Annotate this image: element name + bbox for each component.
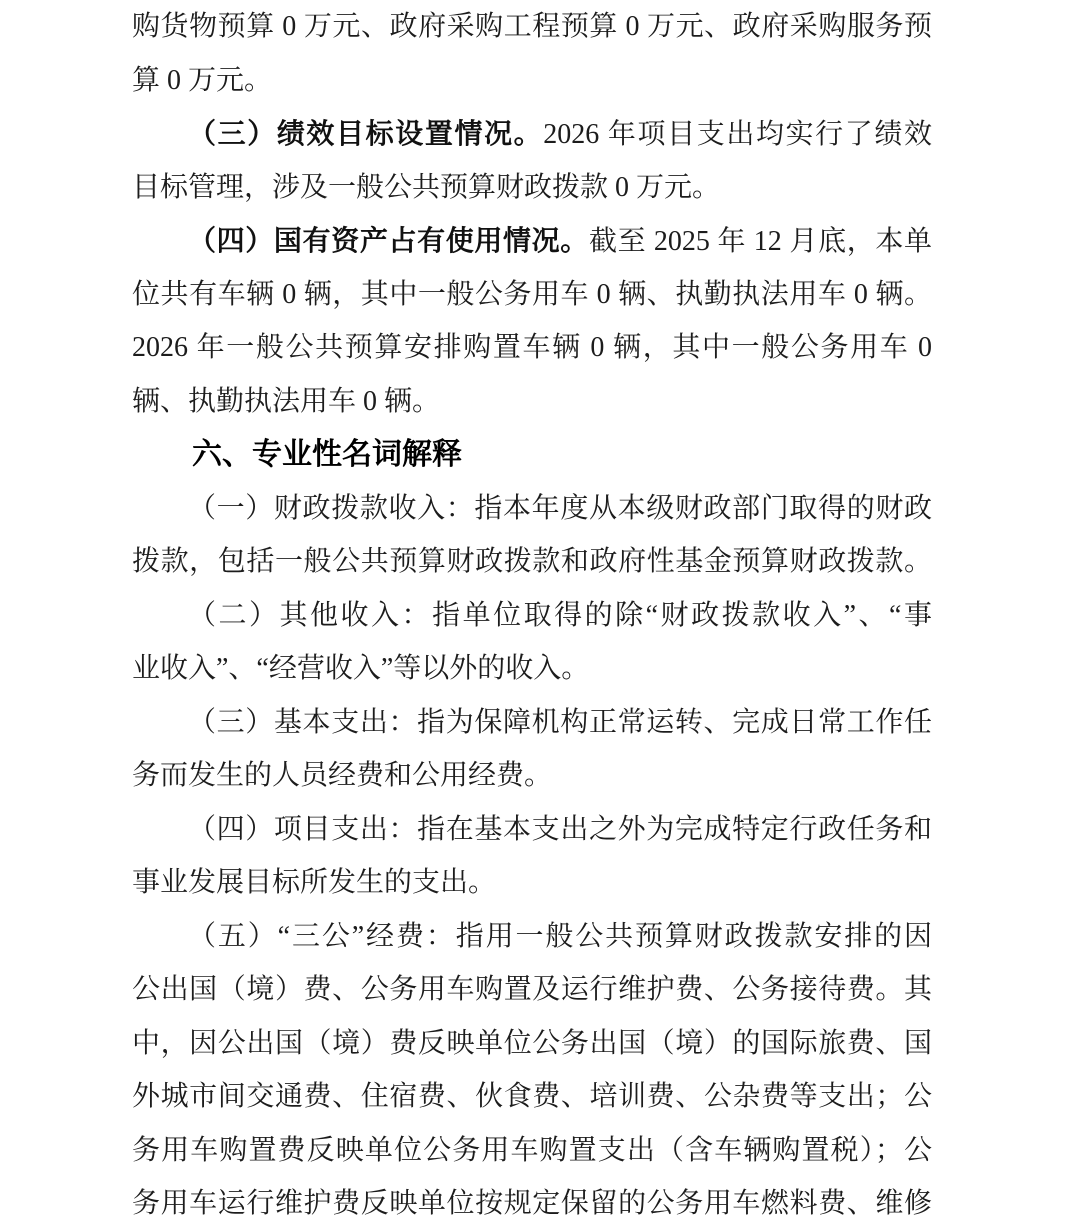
text-line bbox=[132, 1177, 932, 1231]
text-line bbox=[132, 856, 932, 910]
line-text: （五）“三公”经费：指用一般公共预算财政拨款安排的因 bbox=[188, 920, 932, 952]
line-text: 业收入”、“经营收入”等以外的收入。 bbox=[132, 653, 590, 685]
line-text: 辆、执勤执法用车 0 辆。 bbox=[132, 385, 441, 417]
text-line bbox=[132, 589, 932, 643]
text-line bbox=[132, 963, 932, 1017]
document-text-block bbox=[132, 0, 932, 1231]
section-heading bbox=[132, 428, 932, 482]
line-text: （一）财政拨款收入：指本年度从本级财政部门取得的财政 bbox=[188, 492, 932, 524]
line-text: 公出国（境）费、公务用车购置及运行维护费、公务接待费。其 bbox=[132, 974, 932, 1006]
line-text: 2026 年一般公共预算安排购置车辆 0 辆，其中一般公务用车 0 bbox=[132, 332, 932, 364]
text-line bbox=[132, 482, 932, 536]
subheading-bold-text: （三）绩效目标设置情况。 bbox=[188, 118, 544, 150]
section-heading-text: 六、专业性名词解释 bbox=[192, 438, 462, 472]
text-line bbox=[132, 535, 932, 589]
text-line bbox=[132, 107, 932, 161]
line-text: （二）其他收入：指单位取得的除“财政拨款收入”、“事 bbox=[188, 599, 932, 631]
line-text: 事业发展目标所发生的支出。 bbox=[132, 867, 497, 899]
text-line bbox=[132, 0, 932, 54]
text-line bbox=[132, 696, 932, 750]
text-line bbox=[132, 803, 932, 857]
text-line bbox=[132, 910, 932, 964]
text-line bbox=[132, 1070, 932, 1124]
line-text: 位共有车辆 0 辆，其中一般公务用车 0 辆、执勤执法用车 0 辆。 bbox=[132, 278, 932, 310]
line-text: 务而发生的人员经费和公用经费。 bbox=[132, 760, 553, 792]
line-text: 算 0 万元。 bbox=[132, 64, 273, 96]
text-line bbox=[132, 1017, 932, 1071]
line-text: 购货物预算 0 万元、政府采购工程预算 0 万元、政府采购服务预 bbox=[132, 11, 932, 42]
text-line bbox=[132, 375, 932, 429]
text-line bbox=[132, 1124, 932, 1178]
line-text: 截至 2025 年 12 月底，本单 bbox=[588, 226, 932, 258]
subheading-bold-text: （四）国有资产占有使用情况。 bbox=[188, 225, 589, 257]
line-text: 目标管理，涉及一般公共预算财政拨款 0 万元。 bbox=[132, 171, 721, 203]
line-text: 务用车购置费反映单位公务用车购置支出（含车辆购置税）；公 bbox=[132, 1134, 932, 1166]
text-line bbox=[132, 214, 932, 268]
text-line bbox=[132, 749, 932, 803]
line-text: 外城市间交通费、住宿费、伙食费、培训费、公杂费等支出；公 bbox=[132, 1081, 932, 1113]
text-line bbox=[132, 54, 932, 108]
text-line bbox=[132, 268, 932, 322]
line-text: （三）基本支出：指为保障机构正常运转、完成日常工作任 bbox=[188, 706, 932, 738]
line-text: （四）项目支出：指在基本支出之外为完成特定行政任务和 bbox=[188, 813, 932, 845]
line-text: 务用车运行维护费反映单位按规定保留的公务用车燃料费、维修 bbox=[132, 1188, 932, 1220]
line-text: 中，因公出国（境）费反映单位公务出国（境）的国际旅费、国 bbox=[132, 1027, 932, 1059]
text-line bbox=[132, 321, 932, 375]
text-line bbox=[132, 642, 932, 696]
text-line bbox=[132, 161, 932, 215]
line-text: 拨款，包括一般公共预算财政拨款和政府性基金预算财政拨款。 bbox=[132, 546, 932, 578]
line-text: 2026 年项目支出均实行了绩效 bbox=[543, 119, 932, 151]
